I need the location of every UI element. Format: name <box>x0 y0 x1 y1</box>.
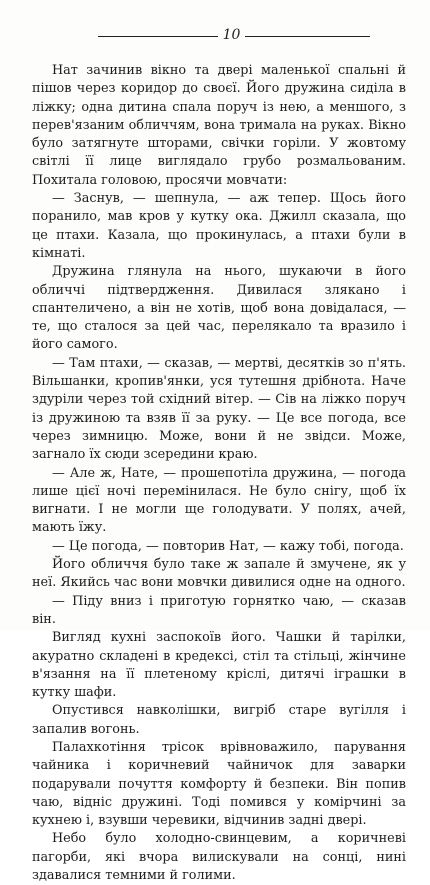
paragraph: — Піду вниз і приготую горнятко чаю, — сказав він. <box>32 593 406 627</box>
paragraph: — Там птахи, — сказав, — мертві, десятків зо п'ять. Вільшанки, кропив'янки, уся тутешня дрібнота. Наче здуріли через той східний вітер. — Сів на ліжко поруч із дружиною та взяв її за руку. — Це все погода, все через зимницю. Може, вони й не звідси. Може, загнало їх сюди зсередини краю. <box>32 355 406 463</box>
paragraph: — Але ж, Нате, — прошепотіла дружина, — погода лише цієї ночі перемінилася. Не було снігу, щоб їх вигнати. І не могли ще голодувати. У полях, ачей, мають їжу. <box>32 465 406 536</box>
paragraph: Палахкотіння трісок врівноважило, парування чайника і коричневий чайничок для заварки подарували почуття комфорту й безпеки. Він попив чаю, відніс дружині. Тоді помився у комірчині за кухнею і, взувши черевики, відчинив задні двері. <box>32 739 406 829</box>
paragraph: Дружина глянула на нього, шукаючи в його обличчі підтвердження. Дивилася злякано і спантеличено, а він не хотів, щоб вона довідалася, — те, що сталося за цей час, перелякало та вразило і його самого. <box>32 264 406 353</box>
header-rule-right <box>245 36 370 37</box>
paragraph: — Це погода, — повторив Нат, — кажу тобі, погода. <box>52 538 404 554</box>
paragraph: — Заснув, — шепнула, — аж тепер. Щось його поранило, мав кров у кутку ока. Джилл сказала, що це птахи. Казала, що прокинулась, а птахи були в кімнаті. <box>32 191 406 261</box>
paragraph: Небо було холодно-свинцевим, а коричневі пагорби, які вчора вилискували на сонці, нині здавалися темними й голими. <box>32 831 406 884</box>
header-rule-left <box>98 36 218 37</box>
paragraph: Його обличчя було таке ж запале й змучене, як у неї. Якийсь час вони мовчки дивилися одне на одного. <box>32 557 406 591</box>
paragraph: Нат зачинив вікно та двері маленької спальні й пішов через коридор до своєї. Його дружина сиділа в ліжку; одна дитина спала поруч із нею, а меншого, з перев'язаним обличчям, вона тримала на руках. Вікно було затягнуте шторами, свічки горіли. У жовтому світлі її лице виглядало грубо розмальованим. Похитала головою, просячи мовчати: <box>32 63 406 188</box>
page-number: 10 <box>222 27 241 43</box>
body-text <box>32 62 406 885</box>
page-header <box>30 26 400 46</box>
paragraph: Опустився навколішки, вигріб старе вугілля і запалив вогонь. <box>32 703 406 737</box>
paragraph: Вигляд кухні заспокоїв його. Чашки й тарілки, акуратно складені в кредексі, стіл та стільці, жінчине в'язання на її плетеному кріслі, дитячі іграшки в кутку шафи. <box>32 630 406 701</box>
